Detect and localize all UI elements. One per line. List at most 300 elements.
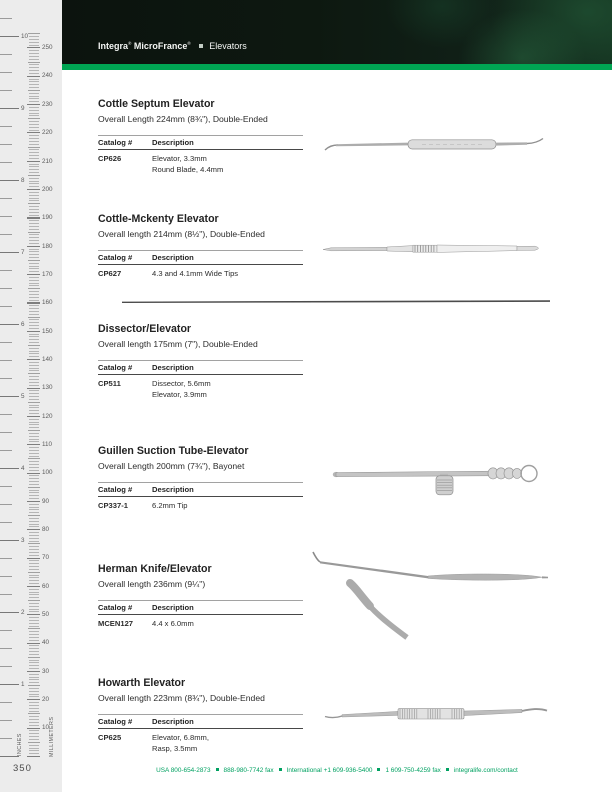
spec-table-header	[98, 136, 303, 151]
ruler-tick	[29, 251, 39, 252]
ruler-tick	[28, 487, 40, 488]
ruler-tick	[29, 753, 39, 754]
ruler-tick	[0, 684, 19, 685]
ruler-label: 7	[21, 248, 25, 256]
ruler-tick	[29, 183, 39, 184]
ruler-tick	[29, 490, 39, 491]
ruler-label: 50	[42, 611, 50, 619]
ruler-tick	[29, 311, 39, 312]
ruler-tick	[0, 450, 12, 451]
ruler-tick	[29, 70, 39, 71]
catalog-column-header: Catalog #	[98, 253, 133, 262]
ruler-tick	[29, 541, 39, 542]
ruler-tick	[29, 172, 39, 173]
ruler-tick	[29, 552, 39, 553]
description-cell	[152, 733, 303, 754]
ruler-label: 70	[42, 554, 50, 562]
ruler-label: 10	[21, 32, 29, 40]
ruler-sidebar	[0, 0, 62, 792]
ruler-tick	[29, 427, 39, 428]
ruler-tick	[29, 339, 39, 340]
description-cell	[152, 269, 303, 280]
spec-table	[98, 360, 303, 401]
ruler-tick	[29, 719, 39, 720]
ruler-tick	[27, 444, 40, 445]
ruler-tick	[29, 745, 39, 746]
ruler-tick	[29, 665, 39, 666]
ruler-tick	[29, 702, 39, 703]
description-line: Elevator, 3.3mm	[152, 154, 207, 163]
ruler-tick	[0, 666, 12, 667]
ruler-tick	[29, 155, 39, 156]
product-subtitle: Overall length 223mm (8¾"), Double-Ended	[98, 692, 265, 703]
ruler-tick	[29, 385, 39, 386]
ruler-label: 30	[42, 667, 50, 675]
ruler-tick	[29, 64, 39, 65]
ruler-tick	[28, 232, 40, 233]
ruler-tick	[29, 410, 39, 411]
description-line: Round Blade, 4.4mm	[152, 164, 224, 174]
ruler-tick	[29, 87, 39, 88]
ruler-tick	[28, 402, 40, 403]
spec-table-rows	[98, 150, 303, 175]
ruler-tick	[29, 186, 39, 187]
green-accent-stripe	[62, 64, 612, 70]
ruler-label: 110	[42, 440, 53, 448]
ruler-tick	[27, 756, 40, 757]
ruler-tick	[28, 288, 40, 289]
ruler-label: 1	[21, 680, 25, 688]
ruler-tick	[0, 414, 12, 415]
ruler-tick	[29, 226, 39, 227]
ruler-label: 200	[42, 185, 53, 193]
ruler-tick	[0, 594, 12, 595]
ruler-tick	[29, 249, 39, 250]
ruler-label: 230	[42, 100, 53, 108]
ruler-tick	[29, 113, 39, 114]
ruler-tick	[29, 130, 39, 131]
ruler-tick	[29, 563, 39, 564]
ruler-tick	[0, 90, 12, 91]
catalog-number: CP626	[98, 154, 122, 163]
ruler-tick	[29, 220, 39, 221]
description-cell	[152, 619, 303, 630]
ruler-tick	[29, 314, 39, 315]
ruler-tick	[29, 611, 39, 612]
ruler-tick	[29, 263, 39, 264]
ruler-tick	[29, 124, 39, 125]
ruler-tick	[29, 393, 39, 394]
header-separator-square-icon	[199, 44, 203, 48]
header-title	[98, 39, 247, 51]
ruler-tick	[29, 475, 39, 476]
ruler-tick	[29, 234, 39, 235]
product-title: Howarth Elevator	[98, 677, 186, 689]
product-section	[98, 324, 360, 400]
ruler-tick	[0, 576, 12, 577]
product-subtitle: Overall length 175mm (7"), Double-Ended	[98, 338, 258, 349]
footer-separator-square-icon	[216, 768, 219, 771]
spec-table-rows	[98, 265, 303, 280]
ruler-tick	[29, 575, 39, 576]
footer-item: 888-980-7742 fax	[223, 767, 274, 774]
ruler-label: 180	[42, 242, 53, 250]
footer-item: International +1 609-936-5400	[286, 767, 373, 774]
ruler-tick	[27, 501, 40, 502]
ruler-tick	[27, 699, 40, 700]
ruler-tick	[27, 416, 40, 417]
ruler-tick	[29, 456, 39, 457]
product-subtitle: Overall Length 200mm (7¾"), Bayonet	[98, 460, 245, 471]
ruler-tick	[27, 529, 40, 530]
ruler-tick	[29, 651, 39, 652]
ruler-tick	[29, 84, 39, 85]
ruler-tick	[29, 603, 39, 604]
ruler-tick	[29, 736, 39, 737]
footer-item: USA 800-654-2873	[156, 767, 211, 774]
ruler-tick	[28, 458, 40, 459]
ruler-tick	[28, 543, 40, 544]
ruler-tick	[29, 149, 39, 150]
ruler-tick	[28, 600, 40, 601]
ruler-tick	[29, 521, 39, 522]
ruler-tick	[29, 67, 39, 68]
ruler-tick	[29, 169, 39, 170]
ruler-tick	[27, 302, 40, 303]
ruler-tick	[29, 750, 39, 751]
ruler-tick	[0, 198, 12, 199]
ruler-tick	[29, 407, 39, 408]
ruler-label: 190	[42, 214, 53, 222]
ruler-tick	[28, 147, 40, 148]
ruler-label: 160	[42, 299, 53, 307]
table-row	[98, 150, 303, 175]
ruler-tick	[29, 254, 39, 255]
ruler-tick	[29, 623, 39, 624]
ruler-tick	[29, 504, 39, 505]
ruler-tick	[29, 368, 39, 369]
ruler-tick	[29, 336, 39, 337]
ruler-tick	[0, 522, 12, 523]
ruler-tick	[29, 507, 39, 508]
ruler-tick	[29, 492, 39, 493]
ruler-tick	[28, 62, 40, 63]
ruler-tick	[29, 722, 39, 723]
ruler-tick	[29, 376, 39, 377]
ruler-tick	[29, 59, 39, 60]
ruler-millimeters-unit-label: MILLIMETERS	[49, 716, 55, 757]
ruler-tick	[0, 486, 12, 487]
ruler-tick	[29, 640, 39, 641]
ruler-tick	[0, 306, 12, 307]
instrument-image-dissector-elevator	[120, 297, 552, 305]
ruler-tick	[27, 388, 40, 389]
ruler-tick	[29, 73, 39, 74]
ruler-label: 6	[21, 320, 25, 328]
ruler-tick	[29, 212, 39, 213]
page-number: 350	[13, 763, 32, 774]
footer-contact-line	[62, 767, 612, 775]
ruler-label: 9	[21, 104, 25, 112]
ruler-tick	[28, 33, 40, 34]
ruler-tick	[0, 702, 12, 703]
ruler-tick	[28, 515, 40, 516]
ruler-tick	[29, 382, 39, 383]
ruler-tick	[0, 630, 12, 631]
catalog-column-header: Catalog #	[98, 485, 133, 494]
ruler-tick	[29, 200, 39, 201]
ruler-tick	[0, 216, 12, 217]
ruler-tick	[29, 209, 39, 210]
ruler-tick	[29, 285, 39, 286]
brand-registered-mark: ®	[128, 41, 132, 46]
ruler-tick	[29, 748, 39, 749]
ruler-tick	[29, 424, 39, 425]
spec-table	[98, 600, 303, 630]
ruler-tick	[29, 589, 39, 590]
ruler-tick	[29, 532, 39, 533]
ruler-tick	[29, 322, 39, 323]
ruler-tick	[0, 252, 19, 253]
ruler-tick	[29, 436, 39, 437]
ruler-tick	[29, 362, 39, 363]
ruler-tick	[29, 96, 39, 97]
ruler-tick	[29, 705, 39, 706]
ruler-tick	[29, 135, 39, 136]
ruler-tick	[27, 473, 40, 474]
footer-item: 1 609-750-4259 fax	[385, 767, 441, 774]
ruler-tick	[28, 657, 40, 658]
ruler-tick	[0, 180, 19, 181]
ruler-tick	[29, 271, 39, 272]
ruler-tick	[29, 439, 39, 440]
footer-separator-square-icon	[279, 768, 282, 771]
header-category: Elevators	[209, 41, 247, 51]
ruler-tick	[29, 594, 39, 595]
ruler-tick	[29, 694, 39, 695]
ruler-label: 20	[42, 696, 50, 704]
ruler-label: 60	[42, 582, 50, 590]
ruler-tick	[0, 234, 12, 235]
ruler-tick	[29, 399, 39, 400]
ruler-tick	[27, 671, 40, 672]
ruler-tick	[29, 535, 39, 536]
ruler-tick	[0, 144, 12, 145]
ruler-tick	[29, 356, 39, 357]
ruler-tick	[29, 691, 39, 692]
ruler-tick	[29, 379, 39, 380]
ruler-tick	[27, 47, 40, 48]
ruler-tick	[29, 609, 39, 610]
ruler-tick	[29, 308, 39, 309]
ruler-label: 120	[42, 412, 53, 420]
ruler-tick	[29, 648, 39, 649]
instrument-image-cottle-mckenty-elevator	[321, 238, 543, 258]
ruler-tick	[28, 742, 40, 743]
ruler-tick	[29, 280, 39, 281]
ruler-tick	[29, 164, 39, 165]
ruler-tick	[28, 90, 40, 91]
spec-table-header	[98, 601, 303, 616]
table-row	[98, 497, 303, 512]
product-subtitle: Overall length 236mm (9¼")	[98, 578, 206, 589]
ruler-tick	[29, 617, 39, 618]
table-row	[98, 729, 303, 754]
ruler-tick	[29, 243, 39, 244]
ruler-tick	[29, 711, 39, 712]
ruler-label: 5	[21, 392, 25, 400]
product-section	[98, 99, 360, 175]
product-title: Cottle-Mckenty Elevator	[98, 213, 219, 225]
ruler-tick	[29, 181, 39, 182]
catalog-number: CP337-1	[98, 501, 128, 510]
table-row	[98, 615, 303, 630]
ruler-tick	[29, 645, 39, 646]
ruler-tick	[29, 237, 39, 238]
ruler-tick	[29, 592, 39, 593]
ruler-tick	[29, 141, 39, 142]
ruler-tick	[28, 118, 40, 119]
ruler-label: 8	[21, 176, 25, 184]
catalog-column-header: Catalog #	[98, 603, 133, 612]
ruler-tick	[29, 370, 39, 371]
ruler-tick	[29, 660, 39, 661]
ruler-label: 210	[42, 157, 53, 165]
ruler-tick	[29, 192, 39, 193]
ruler-label: 4	[21, 464, 25, 472]
ruler-tick	[29, 577, 39, 578]
ruler-tick	[0, 36, 19, 37]
description-line: Dissector, 5.6mm	[152, 379, 211, 388]
ruler-tick	[29, 297, 39, 298]
ruler-tick	[27, 331, 40, 332]
ruler-tick	[28, 572, 40, 573]
ruler-tick	[0, 738, 12, 739]
ruler-tick	[0, 396, 19, 397]
ruler-tick	[29, 39, 39, 40]
product-section	[98, 446, 360, 512]
ruler-tick	[29, 81, 39, 82]
ruler-tick	[29, 725, 39, 726]
catalog-column-header: Catalog #	[98, 717, 133, 726]
ruler-tick	[29, 101, 39, 102]
footer-separator-square-icon	[446, 768, 449, 771]
ruler-tick	[29, 518, 39, 519]
ruler-tick	[27, 728, 40, 729]
ruler-tick	[29, 668, 39, 669]
ruler-tick	[28, 345, 40, 346]
ruler-tick	[0, 540, 19, 541]
ruler-tick	[27, 132, 40, 133]
table-row	[98, 375, 303, 400]
ruler-tick	[29, 716, 39, 717]
ruler-tick	[29, 93, 39, 94]
ruler-label: 90	[42, 497, 50, 505]
ruler-tick	[29, 405, 39, 406]
ruler-tick	[0, 720, 12, 721]
ruler-tick	[27, 104, 40, 105]
description-cell	[152, 501, 303, 512]
ruler-tick	[29, 42, 39, 43]
ruler-tick	[29, 300, 39, 301]
ruler-tick	[28, 713, 40, 714]
ruler-tick	[29, 730, 39, 731]
ruler-tick	[29, 708, 39, 709]
ruler-tick	[29, 688, 39, 689]
ruler-tick	[0, 288, 12, 289]
ruler-tick	[29, 566, 39, 567]
ruler-label: 240	[42, 72, 53, 80]
ruler-tick	[28, 685, 40, 686]
ruler-tick	[29, 524, 39, 525]
ruler-tick	[29, 328, 39, 329]
ruler-label: 250	[42, 44, 53, 52]
table-row	[98, 265, 303, 280]
ruler-tick	[27, 274, 40, 275]
ruler-tick	[27, 359, 40, 360]
product-title: Cottle Septum Elevator	[98, 98, 215, 110]
ruler-tick	[29, 107, 39, 108]
ruler-tick	[27, 161, 40, 162]
description-line: 4.3 and 4.1mm Wide Tips	[152, 269, 239, 278]
ruler-tick	[29, 498, 39, 499]
ruler-tick	[29, 294, 39, 295]
ruler-tick	[28, 628, 40, 629]
ruler-tick	[29, 36, 39, 37]
ruler-tick	[0, 126, 12, 127]
ruler-tick	[28, 430, 40, 431]
description-column-header: Description	[152, 253, 194, 262]
ruler-tick	[29, 198, 39, 199]
ruler-tick	[29, 342, 39, 343]
ruler-tick	[29, 110, 39, 111]
ruler-tick	[0, 648, 12, 649]
spec-table-rows	[98, 729, 303, 754]
ruler-tick	[0, 162, 12, 163]
ruler-tick	[29, 606, 39, 607]
footer-contact-link[interactable]: integralife.com/contact	[453, 767, 518, 774]
ruler-label: 100	[42, 469, 53, 477]
ruler-tick	[29, 580, 39, 581]
ruler-tick	[29, 138, 39, 139]
ruler-tick	[29, 53, 39, 54]
ruler-tick	[0, 504, 12, 505]
ruler-tick	[27, 189, 40, 190]
ruler-label: 2	[21, 608, 25, 616]
ruler-tick	[0, 378, 12, 379]
ruler-tick	[29, 433, 39, 434]
ruler-tick	[0, 18, 12, 19]
ruler-tick	[29, 626, 39, 627]
ruler-tick	[27, 246, 40, 247]
instrument-image-howarth-elevator	[322, 700, 550, 726]
ruler-tick	[29, 178, 39, 179]
ruler-tick	[29, 682, 39, 683]
header-band	[62, 0, 612, 64]
catalog-number: MCEN127	[98, 619, 134, 628]
spec-table-rows	[98, 375, 303, 400]
product-line-registered-mark: ®	[187, 41, 191, 46]
ruler-tick	[29, 677, 39, 678]
ruler-tick	[29, 325, 39, 326]
ruler-label: 40	[42, 639, 50, 647]
spec-table-header	[98, 715, 303, 730]
ruler-tick	[29, 56, 39, 57]
spec-table	[98, 714, 303, 755]
ruler-tick	[29, 555, 39, 556]
ruler-tick	[29, 512, 39, 513]
ruler-tick	[0, 756, 19, 757]
